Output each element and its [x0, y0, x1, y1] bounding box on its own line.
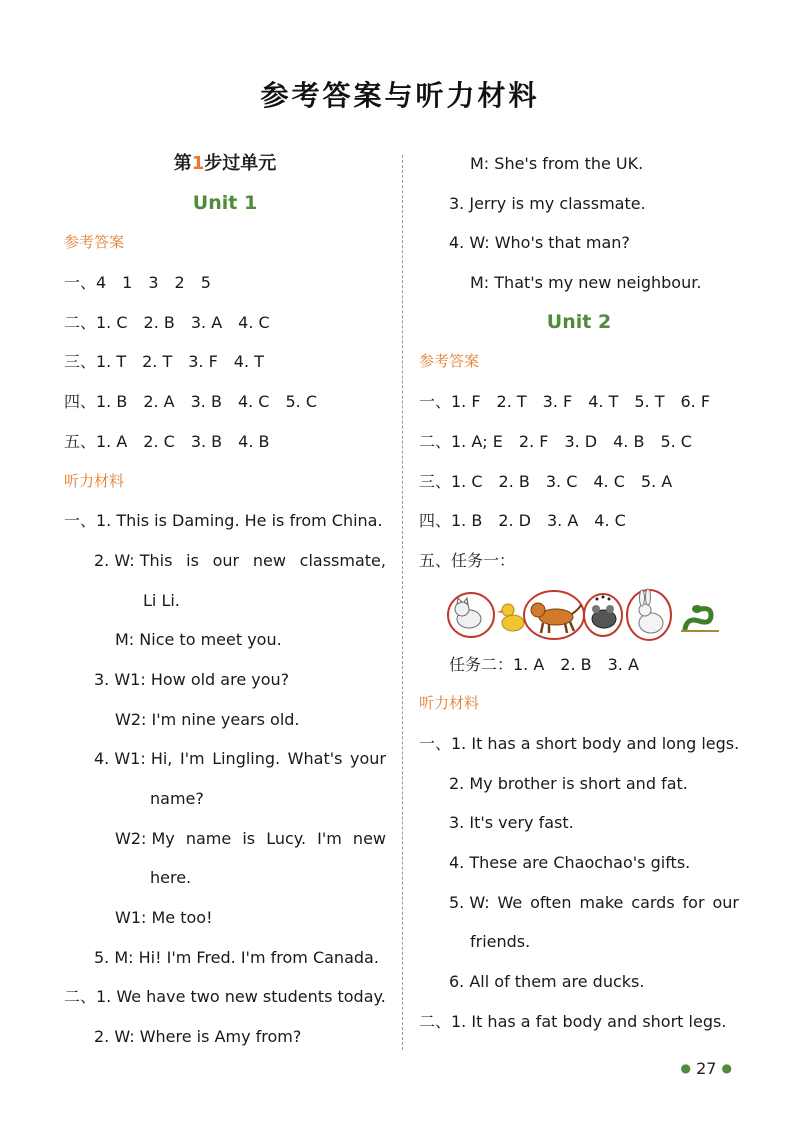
listening-line: here. — [150, 868, 192, 888]
listening-line: M: Nice to meet you. — [115, 630, 282, 650]
answer-line: 三、1. T 2. T 3. F 4. T — [64, 352, 264, 372]
listening-line: W2: I'm nine years old. — [115, 709, 300, 729]
dot-icon: ● — [721, 1061, 732, 1075]
listening-heading: 听力材料 — [419, 694, 480, 713]
rabbit-icon — [627, 589, 671, 640]
listening-line: 2. W: This is our new classmate, — [94, 550, 386, 570]
listening-line: 2. My brother is short and fat. — [449, 773, 688, 793]
listening-line: 3. It's very fast. — [449, 813, 574, 833]
listening-heading: 听力材料 — [64, 471, 125, 490]
answer-line: 二、1. C 2. B 3. A 4. C — [64, 312, 270, 332]
listening-line: Li Li. — [143, 590, 180, 610]
column-divider — [402, 155, 403, 1050]
listening-line: 4. These are Chaochao's gifts. — [449, 853, 691, 872]
listening-line: 一、1. It has a short body and long legs. — [419, 733, 740, 753]
answer-line: 四、1. B 2. A 3. B 4. C 5. C — [64, 392, 318, 412]
listening-line: M: That's my new neighbour. — [470, 273, 702, 293]
answer-line: 一、1. F 2. T 3. F 4. T 5. T 6. F — [419, 392, 711, 412]
task2-answers: 任务二：1. A 2. B 3. A — [449, 654, 639, 674]
answer-line: 三、1. C 2. B 3. C 4. C 5. A — [419, 471, 673, 491]
animal-pictures — [419, 581, 739, 645]
listening-line: 2. W: Where is Amy from? — [94, 1027, 302, 1047]
listening-line: 6. All of them are ducks. — [449, 972, 645, 992]
snake-icon — [681, 605, 719, 631]
listening-line: 4. W: Who's that man? — [449, 233, 630, 253]
listening-line: W1: Me too! — [115, 908, 213, 928]
answer-line: 二、1. A; E 2. F 3. D 4. B 5. C — [419, 431, 692, 451]
page-title: 参考答案与听力材料 — [260, 79, 540, 112]
answers-heading: 参考答案 — [64, 233, 125, 252]
listening-line: 3. W1: How old are you? — [94, 669, 290, 689]
listening-line: 二、1. It has a fat body and short legs. — [419, 1011, 727, 1031]
listening-line: 5. M: Hi! I'm Fred. I'm from Canada. — [94, 947, 379, 967]
listening-line: 4. W1: Hi, I'm Lingling. What's your — [94, 749, 386, 769]
listening-line: 3. Jerry is my classmate. — [449, 193, 646, 213]
mouse-icon — [584, 594, 622, 636]
answer-line: 五、1. A 2. C 3. B 4. B — [64, 431, 270, 451]
unit-1-title: Unit 1 — [192, 191, 258, 214]
cat-icon — [448, 593, 494, 637]
listening-line: name? — [150, 789, 204, 808]
answer-line: 四、1. B 2. D 3. A 4. C — [419, 511, 626, 531]
step-title: 第1步过单元 — [173, 153, 277, 174]
left-column — [64, 144, 386, 1057]
answer-line: 一、4 1 3 2 5 — [64, 273, 211, 293]
page-number: ● 27 ● — [680, 1059, 732, 1078]
listening-line: M: She's from the UK. — [470, 154, 644, 173]
listening-line: friends. — [470, 932, 531, 952]
dot-icon: ● — [680, 1061, 691, 1075]
duck-icon — [497, 604, 524, 631]
listening-line: 二、1. We have two new students today. — [64, 987, 386, 1007]
dog-icon — [524, 591, 584, 639]
listening-line: 一、1. This is Daming. He is from China. — [64, 511, 383, 531]
listening-line: W2: My name is Lucy. I'm new — [115, 828, 386, 848]
answer-line: 五、任务一： — [419, 550, 516, 570]
listening-line: 5. W: We often make cards for our — [449, 892, 739, 912]
answers-heading: 参考答案 — [419, 352, 480, 371]
unit-2-title: Unit 2 — [546, 310, 612, 333]
right-column — [419, 144, 739, 1041]
